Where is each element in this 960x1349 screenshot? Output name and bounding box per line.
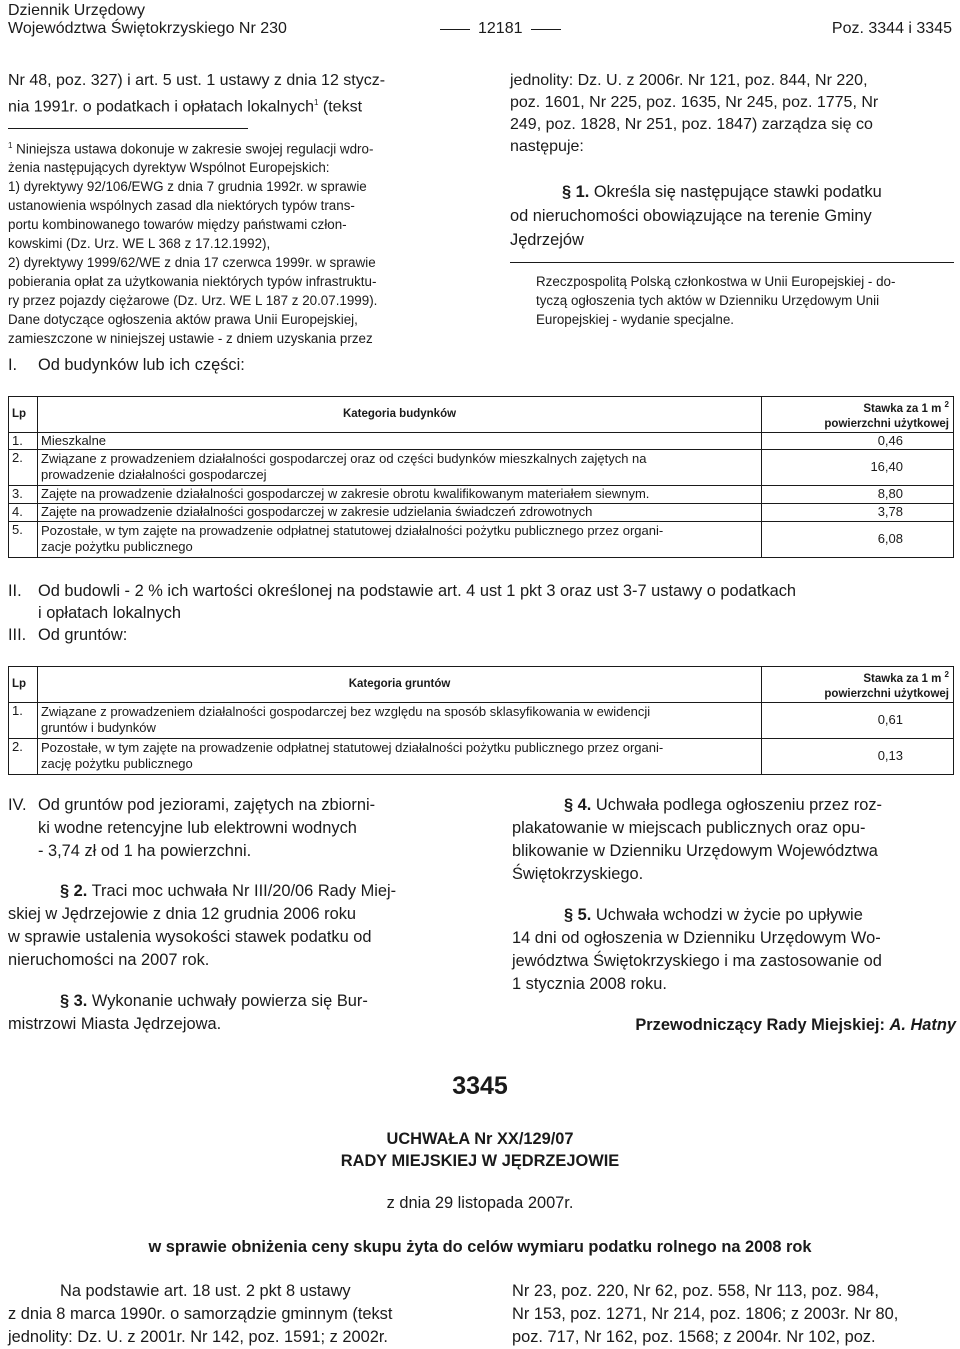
section-ii-text: Od budowli - 2 % ich wartości określonej na podstawie art. 4 ust 1 pkt 3 oraz ust 3-7 ustawy o podatkach	[38, 582, 797, 600]
col-rate-line1	[765, 397, 949, 417]
row-lp: 4.	[9, 503, 38, 521]
section-iv-line: - 3,74 zł od 1 ha powierzchni.	[38, 842, 252, 860]
row-category	[38, 521, 762, 557]
paragraph-5-line: jewództwa Świętokrzyskiego i ma zastosowanie od	[512, 952, 882, 970]
section-iv	[8, 794, 458, 863]
table-row	[9, 485, 954, 503]
section-i-heading	[8, 356, 245, 375]
row-category-line: prowadzenie działalności gospodarczej	[41, 467, 267, 483]
paragraph-3-line	[8, 990, 458, 1013]
dash-left	[440, 29, 470, 30]
doc-subject: w sprawie obniżenia ceny skupu żyta do celów wymiaru podatku rolnego na 2008 rok	[148, 1238, 812, 1256]
row-category-line: zacje pożytku publicznego	[41, 539, 193, 555]
paragraph-2-line: skiej w Jędrzejowie z dnia 12 grudnia 2006 roku	[8, 905, 357, 923]
row-category-line: gruntów i budynków	[41, 720, 156, 736]
paragraph-5-line: 1 stycznia 2008 roku.	[512, 975, 667, 993]
row-lp: 5.	[9, 521, 38, 557]
row-value: 0,61	[762, 702, 954, 738]
signature	[512, 1014, 956, 1037]
footnote-line: kowskimi (Dz. Urz. WE L 368 z 17.12.1992),	[8, 236, 271, 252]
footnote-cont-line: Rzeczpospolitą Polską członkostwa w Unii Europejskiej - do-	[536, 274, 896, 289]
section-i-label: I.	[8, 356, 18, 374]
buildings-table	[8, 396, 954, 558]
paragraph-4-line: Świętokrzyskiego.	[512, 865, 644, 883]
paragraph-2-line	[8, 880, 458, 903]
intro-line-2-tail: (tekst	[318, 98, 363, 116]
row-value: 8,80	[762, 485, 954, 503]
doc-basis-line: jednolity: Dz. U. z 2001r. Nr 142, poz. 1591; z 2002r.	[8, 1328, 388, 1346]
journal-subtitle: Województwa Świętokrzyskiego Nr 230	[8, 20, 287, 37]
table-row	[9, 521, 954, 557]
footnote-line: ry przez pojazdy ciężarowe (Dz. Urz. WE L 187 z 20.07.1999).	[8, 293, 378, 309]
section-iii-line	[8, 624, 958, 646]
footnote-left	[8, 136, 460, 348]
col-rate	[762, 397, 954, 433]
footnote-line: zamieszczone w niniejszej ustawie - z dniem uzyskania przez	[8, 331, 373, 347]
row-lp: 3.	[9, 485, 38, 503]
table-row	[9, 449, 954, 485]
paragraph-3-text: Wykonanie uchwały powierza się Bur-	[87, 992, 368, 1010]
row-category-line: zację pożytku publicznego	[41, 756, 193, 772]
row-value: 6,08	[762, 521, 954, 557]
paragraph-5-line: 14 dni od ogłoszenia w Dzienniku Urzędowym Wo-	[512, 929, 881, 947]
footnote-line: żenia następujących dyrektyw Wspólnot Europejskich:	[8, 160, 330, 176]
page-number: 12181	[478, 20, 523, 37]
footnote-line: ustanowienia wspólnych zasad dla niektórych typów trans-	[8, 198, 355, 214]
doc-number: 3345	[452, 1072, 508, 1100]
doc-basis-left	[8, 1280, 458, 1349]
paragraph-4-line: plakatowanie w miejscach publicznych oraz opu-	[512, 819, 866, 837]
doc-title	[0, 1128, 960, 1172]
footnote-line: 1) dyrektywy 92/106/EWG z dnia 7 grudnia 1992r. w sprawie	[8, 179, 367, 195]
doc-basis-line: z dnia 8 marca 1990r. o samorządzie gminnym (tekst	[8, 1305, 393, 1323]
footnote-mark: 1	[8, 141, 13, 150]
row-category-line: Pozostałe, w tym zajęte na prowadzenie odpłatnej statutowej działalności pożytku publicznego przez organi-	[41, 523, 664, 539]
row-category-line: Pozostałe, w tym zajęte na prowadzenie odpłatnej statutowej działalności pożytku publicznego przez organi-	[41, 740, 664, 756]
table-row	[9, 738, 954, 774]
row-value: 3,78	[762, 503, 954, 521]
col-rate-sup: 2	[944, 400, 949, 409]
section-ii-line	[8, 580, 958, 602]
doc-basis-line: Na podstawie art. 18 ust. 2 pkt 8 ustawy	[60, 1282, 351, 1300]
section-ii-line-2: i opłatach lokalnych	[38, 604, 182, 622]
col-rate-line2: powierzchni użytkowej	[824, 417, 949, 430]
col-category: Kategoria budynków	[38, 397, 762, 433]
col-rate-text: Stawka za 1 m	[863, 402, 942, 415]
row-lp: 2.	[9, 449, 38, 485]
footnote-ref: 1	[314, 98, 319, 107]
footnote-text: Niniejsza ustawa dokonuje w zakresie swojej regulacji wdro-	[12, 141, 374, 157]
intro-right-line: 249, poz. 1828, Nr 251, poz. 1847) zarządza się co	[510, 116, 873, 133]
table-row	[9, 702, 954, 738]
paragraph-4-line: blikowanie w Dzienniku Urzędowym Województwa	[512, 842, 878, 860]
row-category	[38, 738, 762, 774]
row-value: 0,13	[762, 738, 954, 774]
intro-right	[510, 70, 954, 158]
col-lp: Lp	[9, 667, 38, 703]
intro-right-line: jednolity: Dz. U. z 2006r. Nr 121, poz. 844, Nr 220,	[510, 72, 868, 89]
intro-line-2-text: nia 1991r. o podatkach i opłatach lokalnych	[8, 98, 314, 116]
paragraph-5-line	[512, 904, 956, 927]
section-iii-title: Od gruntów:	[38, 626, 128, 644]
section-ii-label: II.	[8, 582, 22, 600]
paragraph-3-mark: § 3.	[60, 992, 88, 1010]
intro-left	[8, 70, 460, 118]
paragraph-2-text: Traci moc uchwała Nr III/20/06 Rady Miej-	[87, 882, 397, 900]
doc-title-line-2: RADY MIEJSKIEJ W JĘDRZEJOWIE	[340, 1152, 620, 1170]
table-header-row	[9, 397, 954, 433]
row-value: 16,40	[762, 449, 954, 485]
col-rate-text: Stawka za 1 m	[863, 672, 942, 685]
footnote-line: 2) dyrektywy 1999/62/WE z dnia 17 czerwca 1999r. w sprawie	[8, 255, 376, 271]
journal-title: Dziennik Urzędowy	[8, 2, 145, 19]
section-iv-line: ki wodne retencyjne lub elektrowni wodnych	[38, 819, 357, 837]
table-row	[9, 503, 954, 521]
row-value: 0,46	[762, 432, 954, 449]
doc-basis-line: poz. 717, Nr 162, poz. 1568; z 2004r. Nr 102, poz.	[512, 1328, 876, 1346]
paragraph-2-line: w sprawie ustalenia wysokości stawek podatku od	[8, 928, 372, 946]
paragraph-2	[8, 880, 458, 972]
dash-right	[531, 29, 561, 30]
footnote-cont-line: Europejskiej - wydanie specjalne.	[536, 312, 734, 327]
col-lp: Lp	[9, 397, 38, 433]
footnote-line: pobierania opłat za użytkowania niektórych typów infrastruktu-	[8, 274, 377, 290]
intro-line-1: Nr 48, poz. 327) i art. 5 ust. 1 ustawy z dnia 12 stycz-	[8, 72, 386, 89]
paragraph-5	[512, 904, 956, 996]
col-rate-line2: powierzchni użytkowej	[824, 687, 949, 700]
row-category: Mieszkalne	[38, 432, 762, 449]
paragraph-4-line	[512, 794, 956, 817]
footnote-right	[536, 272, 956, 329]
row-category: Zajęte na prowadzenie działalności gospodarczej w zakresie obrotu kwalifikowanym materiałem siewnym.	[38, 485, 762, 503]
section-iv-label: IV.	[8, 796, 27, 814]
paragraph-1-text: Określa się następujące stawki podatku	[589, 183, 882, 201]
row-category	[38, 702, 762, 738]
doc-basis-line: Nr 153, poz. 1271, Nr 214, poz. 1806; z 2003r. Nr 80,	[512, 1305, 899, 1323]
intro-right-line: poz. 1601, Nr 225, poz. 1635, Nr 245, poz. 1775, Nr	[510, 94, 879, 111]
paragraph-4-text: Uchwała podlega ogłoszeniu przez roz-	[591, 796, 882, 814]
row-lp: 2.	[9, 738, 38, 774]
paragraph-2-mark: § 2.	[60, 882, 88, 900]
doc-basis-right	[512, 1280, 956, 1349]
col-rate-line1	[765, 667, 949, 687]
paragraph-3	[8, 990, 458, 1036]
table-header-row	[9, 667, 954, 703]
section-ii	[8, 580, 958, 646]
paragraph-3-line: mistrzowi Miasta Jędrzejowa.	[8, 1015, 222, 1033]
section-i-title: Od budynków lub ich części:	[38, 356, 245, 374]
section-iv-line	[8, 794, 458, 817]
footnote-line: Dane dotyczące ogłoszenia aktów prawa Unii Europejskiej,	[8, 312, 358, 328]
intro-line-2	[8, 92, 460, 118]
row-category-line: Związane z prowadzeniem działalności gospodarczej bez względu na sposób sklasyfikowania w ewidencji	[41, 704, 651, 720]
row-lp: 1.	[9, 432, 38, 449]
footnote-rule-right	[510, 262, 954, 263]
paragraph-1-line: Jędrzejów	[510, 231, 584, 249]
paragraph-1-line	[510, 180, 954, 204]
row-category	[38, 449, 762, 485]
footnote-cont-line: tyczą ogłoszenia tych aktów w Dzienniku Urzędowym Unii	[536, 293, 880, 308]
footnote-line	[8, 136, 460, 158]
paragraph-4-mark: § 4.	[564, 796, 592, 814]
col-category: Kategoria gruntów	[38, 667, 762, 703]
paragraph-1-mark: § 1.	[562, 183, 590, 201]
paragraph-1	[510, 180, 954, 252]
section-iv-text: Od gruntów pod jeziorami, zajętych na zbiorni-	[38, 796, 376, 814]
signature-name: A. Hatny	[889, 1016, 956, 1034]
page-number-block	[432, 20, 569, 38]
row-category-line: Związane z prowadzeniem działalności gospodarczej oraz od części budynków mieszkalnych zajętych na	[41, 451, 647, 467]
page-header	[8, 0, 952, 44]
doc-basis-line: Nr 23, poz. 220, Nr 62, poz. 558, Nr 113, poz. 984,	[512, 1282, 879, 1300]
col-rate-sup: 2	[944, 670, 949, 679]
row-category: Zajęte na prowadzenie działalności gospodarczej w zakresie udzielania świadczeń zdrowotnych	[38, 503, 762, 521]
paragraph-1-line: od nieruchomości obowiązujące na terenie Gminy	[510, 207, 872, 225]
paragraph-5-text: Uchwała wchodzi w życie po upływie	[591, 906, 863, 924]
footnote-line: portu kombinowanego towarów między państwami człon-	[8, 217, 347, 233]
doc-date: z dnia 29 listopada 2007r.	[386, 1194, 574, 1212]
positions-label: Poz. 3344 i 3345	[831, 20, 952, 37]
signature-role: Przewodniczący Rady Miejskiej:	[635, 1016, 885, 1034]
col-rate	[762, 667, 954, 703]
paragraph-2-line: nieruchomości na 2007 rok.	[8, 951, 210, 969]
table-row	[9, 432, 954, 449]
doc-title-line-1: UCHWAŁA Nr XX/129/07	[386, 1130, 574, 1148]
intro-right-line: następuje:	[510, 138, 584, 155]
land-table	[8, 666, 954, 775]
paragraph-5-mark: § 5.	[564, 906, 592, 924]
footnote-rule	[8, 128, 248, 129]
paragraph-4	[512, 794, 956, 886]
section-iii-label: III.	[8, 626, 27, 644]
row-lp: 1.	[9, 702, 38, 738]
